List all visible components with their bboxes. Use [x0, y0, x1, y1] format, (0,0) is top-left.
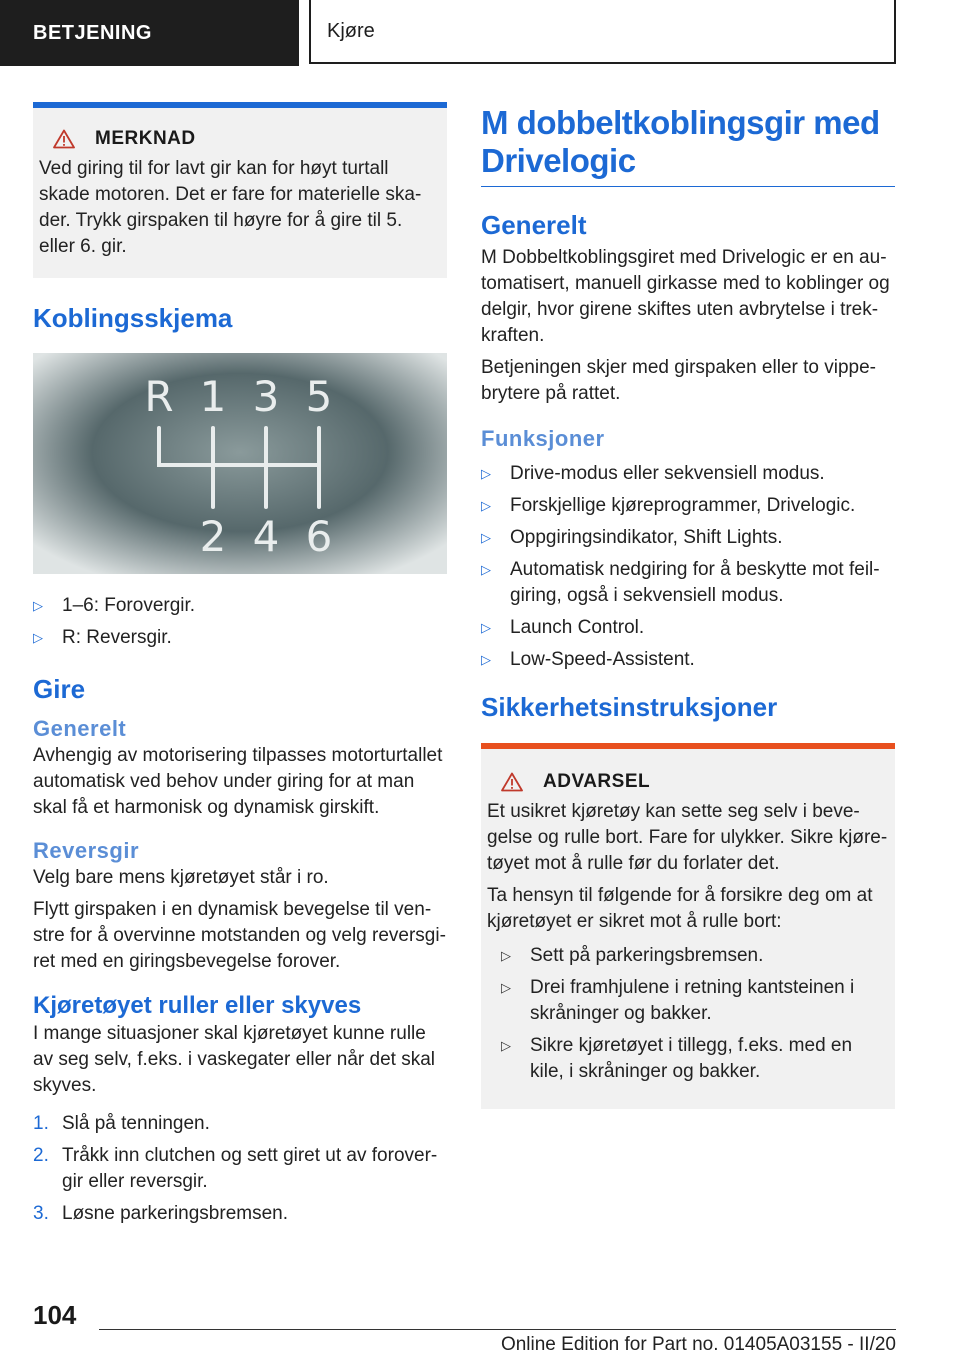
warning-triangle-icon [53, 129, 75, 149]
koblingsskjema-heading: Koblingsskjema [33, 303, 233, 333]
list-item: ▷ Oppgiringsindikator, Shift Lights. [481, 525, 895, 551]
list-item: ▷ Drive-modus eller sekvensiell modus. [481, 461, 895, 487]
note-title [39, 128, 441, 150]
funksjoner-heading: Funksjoner [481, 426, 605, 451]
generelt-text-2: Betjeningen skjer med girspaken eller to vippebrytere på rattet. [481, 357, 876, 404]
warning-box [481, 743, 895, 1109]
list-item: ▷ Low-Speed-Assistent. [481, 647, 895, 673]
warning-text-1: Et usikret kjøretøy kan sette seg selv i bevegelse og rulle bort. Fare for ulykker. Sikre kjøretøyet mot å rulle før du forlater det. [487, 801, 888, 874]
list-item: ▷ Drei framhjulene i retning kantsteinen i skråninger og bakker. [501, 977, 855, 1024]
ruller-text: I mange situasjoner skal kjøretøyet kunne rulle av seg selv, f.eks. i vaskegater eller når det skal skyves. [33, 1023, 435, 1096]
chapter-tab: Kjøre [309, 0, 896, 64]
title-block [481, 104, 895, 187]
shift-label-3: 3 [252, 372, 280, 421]
sikkerhet-heading: Sikkerhetsinstruksjoner [481, 692, 778, 722]
shift-label-r: R [144, 372, 174, 421]
ruller-heading: Kjøretøyet ruller eller skyves [33, 992, 362, 1019]
list-item: ▷ 1–6: Forovergir. [33, 593, 447, 619]
note-box [33, 102, 447, 278]
triangle-bullet-icon: ▷ [33, 598, 43, 613]
step-item: 2. Tråkk inn clutchen og sett giret ut av forovergir eller reversgir. [33, 1145, 438, 1192]
list-item: ▷ Forskjellige kjøreprogrammer, Drivelogic. [481, 493, 895, 519]
warning-title [487, 771, 889, 793]
list-item: ▷ Sikre kjøretøyet i tillegg, f.eks. med en kile, i skråninger og bakker. [501, 1035, 853, 1082]
generelt-text-1: M Dobbeltkoblingsgiret med Drivelogic er en automatisert, manuell girkasse med to koblinger og delgir, hvor girene skiftes uten avbrytelse i trekkraften. [481, 247, 890, 346]
gire-generelt-heading: Generelt [33, 716, 127, 741]
triangle-bullet-icon: ▷ [481, 498, 491, 513]
section-tab: BETJENING [0, 0, 299, 66]
ruller-steps [33, 1111, 447, 1227]
shift-label-4: 4 [252, 512, 280, 561]
list-item: ▷ Automatisk nedgiring for å beskytte mot feilgiring, også i sekvensiell modus. [481, 559, 880, 606]
note-label: MERKNAD [95, 128, 196, 149]
triangle-bullet-icon: ▷ [481, 652, 491, 667]
triangle-bullet-icon: ▷ [481, 466, 491, 481]
warning-triangle-icon [501, 772, 523, 792]
generelt-heading: Generelt [481, 210, 587, 240]
edition-text: Online Edition for Part no. 01405A03155 - II/20 [500, 1334, 896, 1355]
shift-label-1: 1 [199, 372, 227, 421]
page-title: M dobbeltkoblingsgir med Drivelogic [481, 104, 880, 179]
shift-label-2: 2 [199, 512, 227, 561]
page-number: 104 [33, 1300, 77, 1330]
step-item: 3. Løsne parkeringsbremsen. [33, 1203, 288, 1224]
triangle-bullet-icon: ▷ [481, 530, 491, 545]
triangle-bullet-icon: ▷ [501, 980, 511, 995]
shift-label-6: 6 [305, 512, 333, 561]
koblingsskjema-list [33, 593, 447, 651]
triangle-bullet-icon: ▷ [33, 630, 43, 645]
triangle-bullet-icon: ▷ [481, 562, 491, 577]
footer-divider [99, 1329, 896, 1330]
warning-list [487, 943, 889, 1085]
reversgir-heading: Reversgir [33, 838, 140, 863]
gire-generelt-text: Avhengig av motorisering tilpasses motorturtallet automatisk ved behov under giring for at man skal få et harmonisk og dynamisk girskift. [33, 745, 443, 818]
gire-heading: Gire [33, 674, 86, 704]
reversgir-text-2: Flytt girspaken i en dynamisk bevegelse til venstre for å overvinne motstanden og velg reversgiret med en giringsbevegelse forover. [33, 899, 446, 972]
warning-text-2: Ta hensyn til følgende for å forsikre deg om at kjøretøyet er sikret mot å rulle bort: [487, 885, 873, 932]
right-column [481, 104, 895, 1109]
funksjoner-list [481, 461, 895, 673]
page-header [0, 0, 960, 66]
note-text: Ved giring til for lavt gir kan for høyt turtall skade motoren. Det er fare for materielle skader. Trykk girspaken til høyre for å gire til 5. eller 6. gir. [39, 158, 422, 257]
left-column [33, 102, 447, 1233]
triangle-bullet-icon: ▷ [501, 948, 511, 963]
reversgir-text-1: Velg bare mens kjøretøyet står i ro. [33, 867, 329, 888]
shift-label-5: 5 [305, 372, 333, 421]
step-item: 1. Slå på tenningen. [33, 1113, 210, 1134]
list-item: ▷ Sett på parkeringsbremsen. [501, 943, 889, 969]
warning-label: ADVARSEL [543, 771, 651, 792]
list-item: ▷ Launch Control. [481, 615, 895, 641]
shift-pattern-diagram [33, 353, 447, 574]
list-item: ▷ R: Reversgir. [33, 625, 447, 651]
triangle-bullet-icon: ▷ [501, 1038, 511, 1053]
triangle-bullet-icon: ▷ [481, 620, 491, 635]
